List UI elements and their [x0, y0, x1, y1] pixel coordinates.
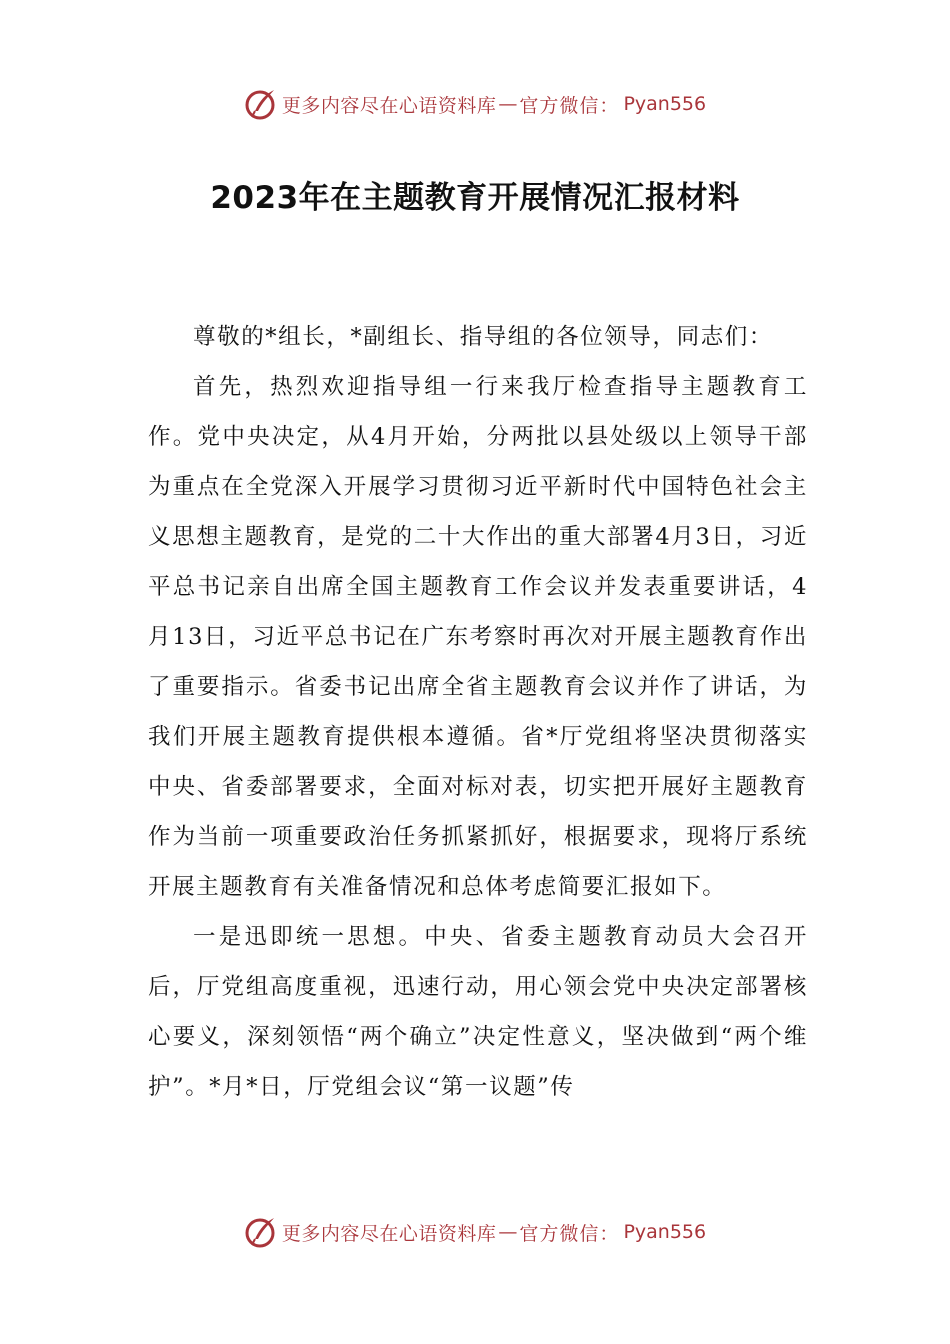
banner-separator: —: [498, 1221, 518, 1243]
banner-text: 更多内容尽在心语资料库: [281, 94, 497, 117]
salutation-paragraph: 尊敬的*组长，*副组长、指导组的各位领导，同志们：: [193, 324, 774, 350]
header-banner: [0, 84, 950, 124]
banner-separator: —: [498, 93, 518, 115]
banner-wechat-id: Pyan556: [623, 93, 707, 115]
document-body: [148, 312, 808, 1112]
banner-text: 更多内容尽在心语资料库: [281, 1222, 497, 1245]
footer-banner: [0, 1212, 950, 1252]
document-title: 2023年在主题教育开展情况汇报材料: [210, 180, 740, 216]
intro-paragraph: 首先，热烈欢迎指导组一行来我厅检查指导主题教育工作。党中央决定，从4月开始，分两批以县处级以上领导干部为重点在全党深入开展学习贯彻习近平新时代中国特色社会主义思想主题教育，是党的二十大作出的重大部署4月3日，习近平总书记亲自出席全国主题教育工作会议并发表重要讲话，4月13日，习近平总书记在广东考察时再次对开展主题教育作出了重要指示。省委书记出席全省主题教育会议并作了讲话，为我们开展主题教育提供根本遵循。省*厅党组将坚决贯彻落实中央、省委部署要求，全面对标对表，切实把开展好主题教育作为当前一项重要政治任务抓紧抓好，根据要求，现将厅系统开展主题教育有关准备情况和总体考虑简要汇报如下。: [148, 374, 808, 900]
quill-pen-circle-icon: [244, 1215, 278, 1249]
banner-wechat-id: Pyan556: [623, 1221, 707, 1243]
banner-wechat-label: 官方微信：: [519, 1222, 620, 1245]
section-one-paragraph: 一是迅即统一思想。中央、省委主题教育动员大会召开后，厅党组高度重视，迅速行动，用心领会党中央决定部署核心要义，深刻领悟“两个确立”决定性意义，坚决做到“两个维护”。*月*日，厅党组会议“第一议题”传: [148, 924, 808, 1100]
banner-wechat-label: 官方微信：: [519, 94, 620, 117]
quill-pen-circle-icon: [244, 87, 278, 121]
